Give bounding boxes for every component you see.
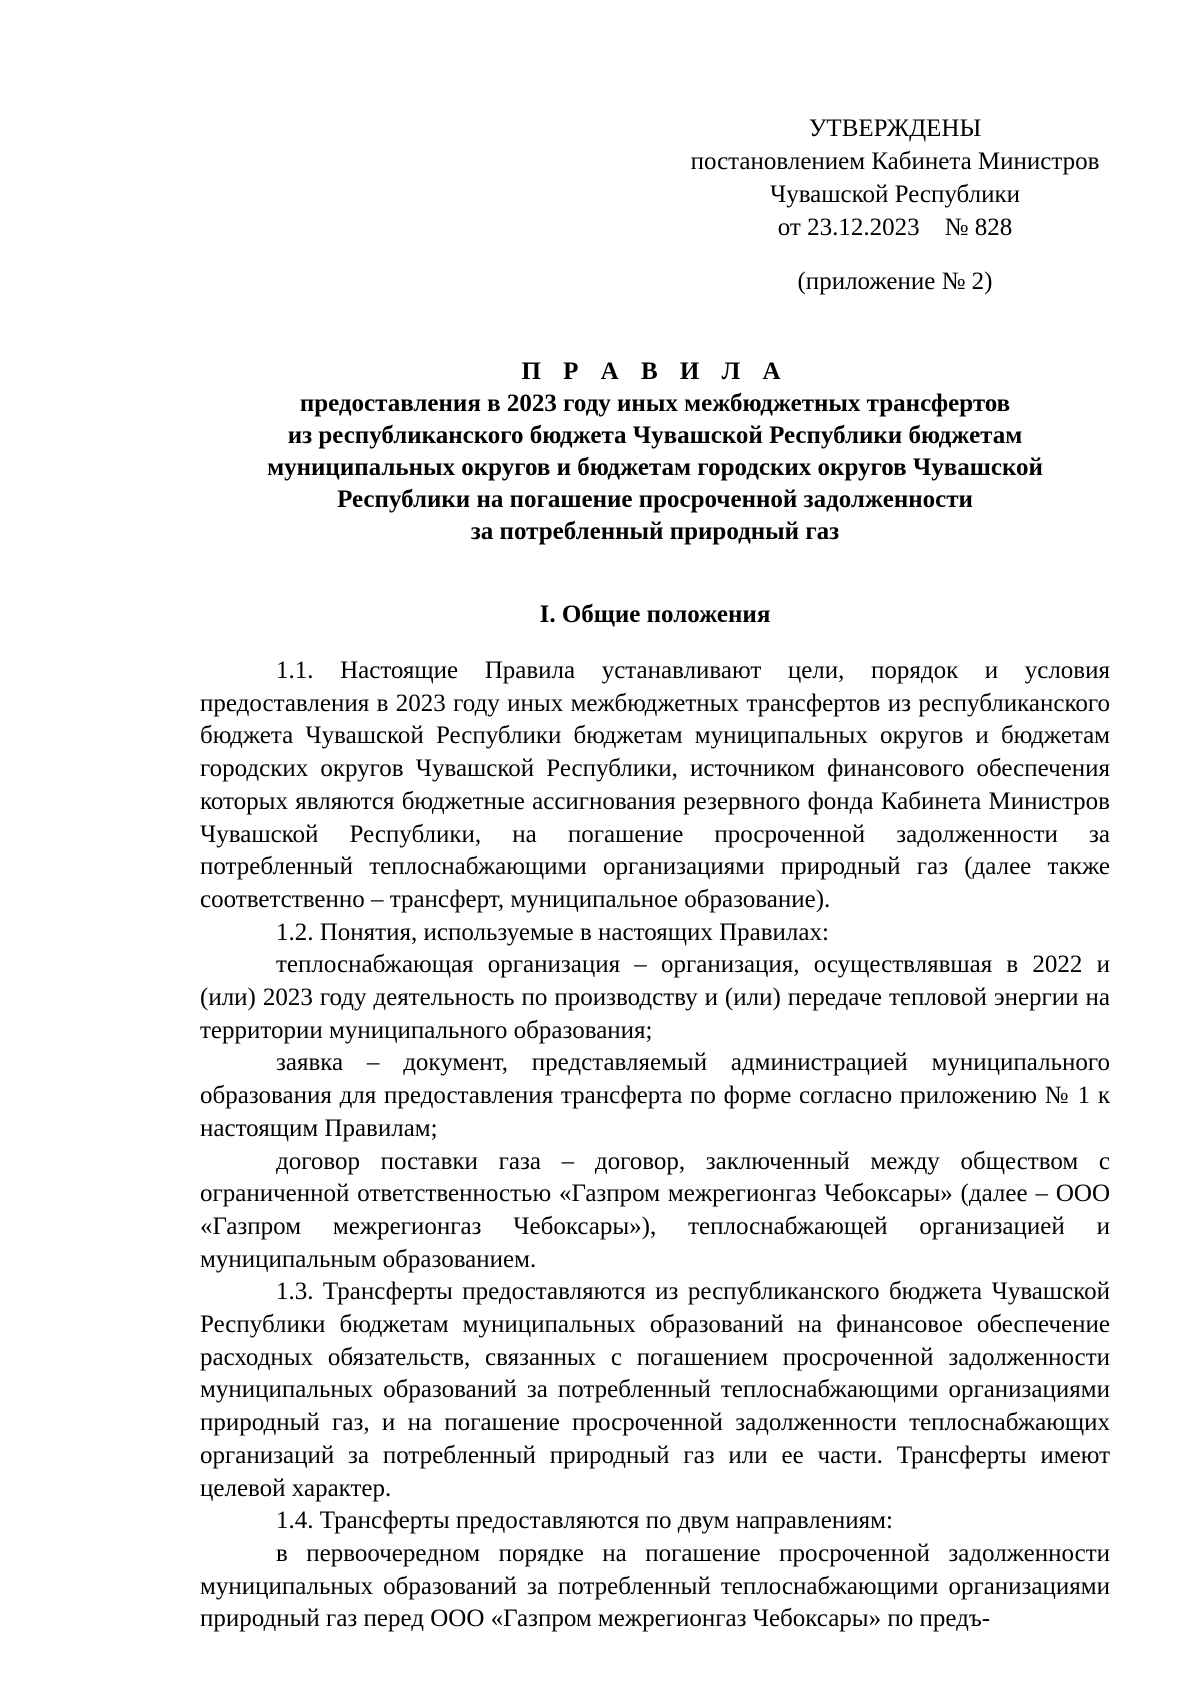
approval-republic-line: Чувашской Республики (769, 181, 1021, 208)
approval-decree-line: постановлением Кабинета Министров (690, 148, 1100, 175)
title-line-2: из республиканского бюджета Чувашской Республики бюджетам (287, 422, 1023, 449)
title-line-5: за потребленный природный газ (470, 518, 840, 545)
paragraph-definition-application: заявка – документ, представляемый администрацией муниципального образования для предоставления трансферта по форме согласно приложению № 1 к настоящим Правилам; (200, 1049, 1110, 1142)
paragraph-priority-direction: в первоочередном порядке на погашение просроченной задолженности муниципальных образований за потребленный теплоснабжающими организациями природный газ перед ООО «Газпром межрегионгаз Чебоксары» по предъ- (200, 1539, 1110, 1633)
appendix-note: (приложение № 2) (797, 268, 993, 295)
title-line-1: предоставления в 2023 году иных межбюджетных трансфертов (299, 390, 1011, 417)
title-heading: П Р А В И Л А (521, 358, 789, 385)
title-line-4: Республики на погашение просроченной задолженности (337, 486, 973, 513)
paragraph-1-2: 1.2. Понятия, используемые в настоящих Правилах: (276, 918, 829, 946)
approval-stamp-block (640, 112, 1150, 244)
section-body (200, 655, 1110, 1636)
paragraph-1-4: 1.4. Трансферты предоставляются по двум направлениям: (276, 1507, 893, 1535)
paragraph-1-1: 1.1. Настоящие Правила устанавливают цели, порядок и условия предоставления в 2023 году иных межбюджетных трансфертов из республиканского бюджета Чувашской Республики бюджетам муниципальных округов и бюджетам городских округов Чувашской Республики, источником финансового обеспечения которых являются бюджетные ассигнования резервного фонда Кабинета Министров Чувашской Республики, на погашение просроченной задолженности за потребленный теплоснабжающими организациями природный газ (далее также соответственно – трансферт, муниципальное образование). (200, 657, 1110, 913)
approval-heading: УТВЕРЖДЕНЫ (808, 115, 982, 142)
section-heading: I. Общие положения (539, 601, 771, 628)
paragraph-1-3: 1.3. Трансферты предоставляются из республиканского бюджета Чувашской Республики бюджетам муниципальных образований на финансовое обеспечение расходных обязательств, связанных с погашением просроченной задолженности муниципальных образований за потребленный теплоснабжающими организациями природный газ, и на погашение просроченной задолженности теплоснабжающих организаций за потребленный природный газ или ее части. Трансферты имеют целевой характер. (200, 1278, 1110, 1502)
approval-date-number: от 23.12.2023 № 828 (777, 214, 1013, 241)
document-title (200, 356, 1110, 548)
paragraph-definition-gas-contract: договор поставки газа – договор, заключенный между обществом с ограниченной ответственностью «Газпром межрегионгаз Чебоксары» (далее – ООО «Газпром межрегионгаз Чебоксары»), теплоснабжающей организацией и муниципальным образованием. (200, 1147, 1110, 1273)
title-line-3: муниципальных округов и бюджетам городских округов Чувашской (267, 454, 1043, 481)
paragraph-definition-heat-supply: теплоснабжающая организация – организация, осуществлявшая в 2022 и (или) 2023 году деятельность по производству и (или) передаче тепловой энергии на территории муниципального образования; (200, 951, 1110, 1044)
